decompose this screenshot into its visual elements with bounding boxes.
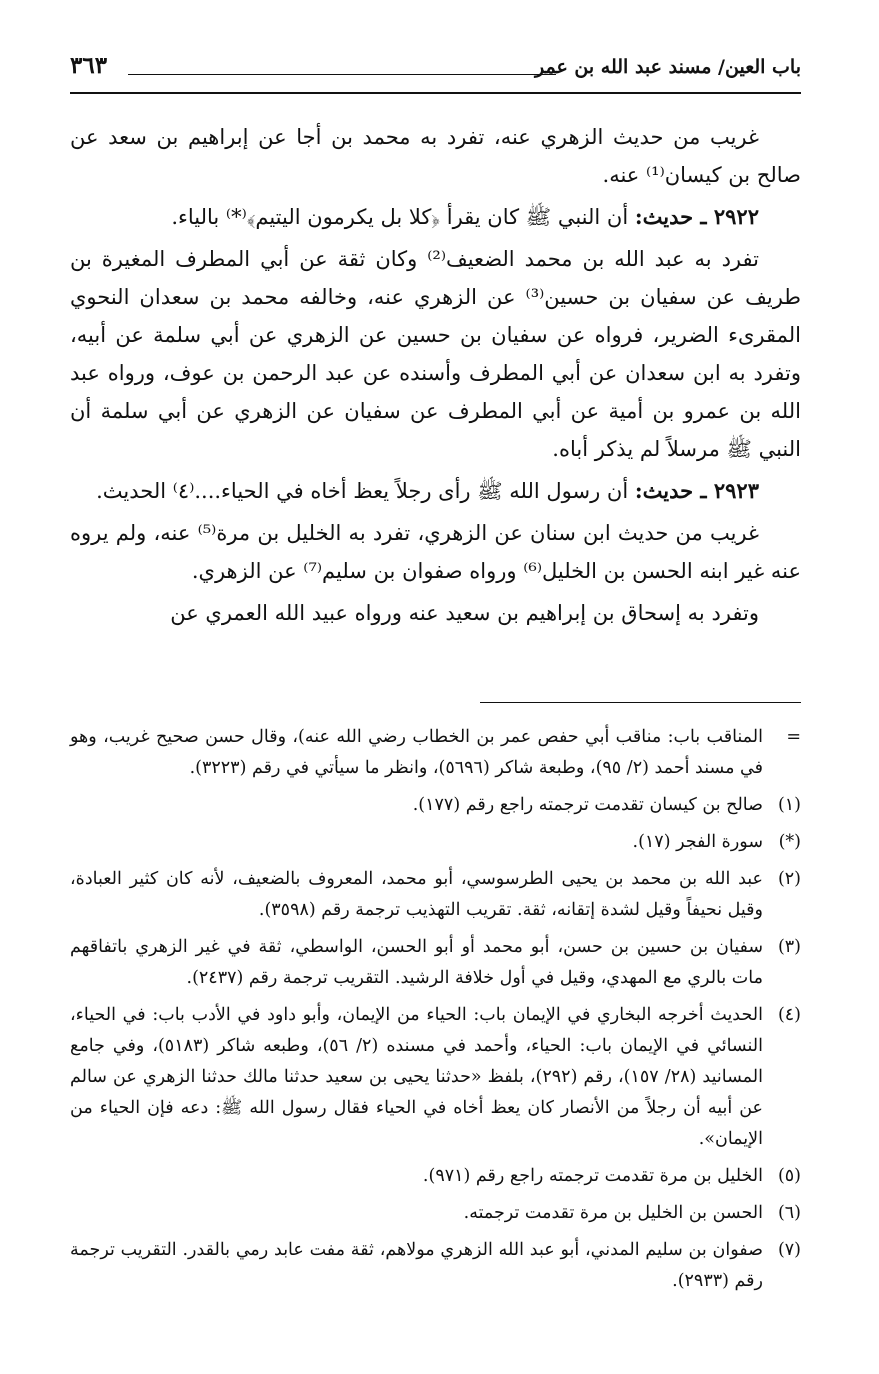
footnotes — [70, 722, 801, 1303]
chapter-title: باب العين/ مسند عبد الله بن عمر — [535, 56, 801, 78]
hadith-entry — [70, 198, 801, 236]
footnote — [70, 1161, 801, 1192]
hadith-text: أن النبي ﷺ كان يقرأ ﴿كلا بل يكرمون اليتيم﴾⁽*⁾ بالياء. — [171, 205, 629, 229]
footnote-marker: (*) — [778, 832, 801, 852]
footnote-text: سفيان بن حسين بن حسن، أبو محمد أو أبو الحسن، الواسطي، ثقة في غير الزهري باتفاقهم مات بالري مع المهدي، وقيل في أول خلافة الرشيد. التقريب ترجمة رقم (٢٤٣٧). — [70, 937, 763, 988]
paragraph: تفرد به عبد الله بن محمد الضعيف⁽²⁾ وكان ثقة عن أبي المطرف المغيرة بن طريف عن سفيان بن حسين⁽³⁾ عن الزهري عنه، وخالفه محمد بن سعدان النحوي المقرىء الضرير، فرواه عن سفيان بن حسين عن الزهري عن أبي سلمة عن أبيه، وتفرد به ابن سعدان عن أبي المطرف وأسنده عن عبد الرحمن بن عوف، ورواه عبد الله بن عمرو بن أمية عن أبي المطرف عن سفيان عن الزهري عن أبي سلمة أن النبي ﷺ مرسلاً لم يذكر أباه. — [70, 247, 801, 461]
footnote-text: الحديث أخرجه البخاري في الإيمان باب: الحياء من الإيمان، وأبو داود في الأدب باب: في الحياء، النسائي في الإيمان باب: الحياء، وأحمد في مسنده (٢/ ٥٦)، وطبعه شاكر (٥١٨٣)، وفي جامع المسانيد (٢٨/ ١٥٧)، رقم (٢٩٢)، بلفظ «حدثنا يحيى بن سعيد حدثنا مالك حدثنا الزهري عن سالم عن أبيه أن رجلاً من الأنصار كان يعظ أخاه في الحياء فقال رسول الله ﷺ: دعه فإن الحياء من الإيمان». — [70, 1005, 763, 1149]
hadith-text: أن رسول الله ﷺ رأى رجلاً يعظ أخاه في الحياء....⁽٤⁾ الحديث. — [96, 479, 629, 503]
footnote — [70, 932, 801, 994]
page-number: ٣٦٣ — [70, 52, 108, 79]
footnote — [70, 1000, 801, 1155]
paragraph: وتفرد به إسحاق بن إبراهيم بن سعيد عنه ورواه عبيد الله العمري عن — [170, 601, 759, 625]
main-text — [70, 118, 801, 636]
footnote-marker: (٤) — [777, 1005, 801, 1025]
running-header — [70, 52, 801, 92]
footnote-text: المناقب باب: مناقب أبي حفص عمر بن الخطاب رضي الله عنه)، وقال حسن صحيح غريب، وهو في مسند أحمد (٢/ ٩٥)، وطبعة شاكر (٥٦٩٦)، وانظر ما سيأتي في رقم (٣٢٢٣). — [70, 727, 763, 778]
footnote-separator — [480, 702, 801, 703]
hadith-entry — [70, 472, 801, 510]
footnote-text: صالح بن كيسان تقدمت ترجمته راجع رقم (١٧٧). — [412, 795, 763, 815]
hadith-number: ٢٩٢٢ ـ حديث: — [634, 204, 759, 229]
footnote-marker: (٥) — [777, 1166, 801, 1186]
footnote-text: عبد الله بن محمد بن يحيى الطرسوسي، أبو محمد، المعروف بالضعيف، لأنه كان كثير العبادة، وقيل نحيفاً وقيل لشدة إتقانه، ثقة. تقريب التهذيب ترجمة رقم (٣٥٩٨). — [70, 869, 763, 920]
footnote-marker: (٣) — [777, 937, 801, 957]
footnote-text: سورة الفجر (١٧). — [632, 832, 763, 852]
footnote-marker: (٢) — [777, 869, 801, 889]
footnote — [70, 790, 801, 821]
footnote-marker: = — [786, 727, 801, 747]
footnote — [70, 722, 801, 784]
footnote — [70, 864, 801, 926]
footnote-marker: (٦) — [777, 1203, 801, 1223]
header-dash-rule — [128, 74, 556, 75]
footnote-text: الحسن بن الخليل بن مرة تقدمت ترجمته. — [463, 1203, 763, 1223]
footnote-marker: (٧) — [777, 1240, 801, 1260]
footnote — [70, 1235, 801, 1297]
footnote-text: صفوان بن سليم المدني، أبو عبد الله الزهري مولاهم، ثقة مفت عابد رمي بالقدر. التقريب ترجمة رقم (٢٩٣٣). — [70, 1240, 763, 1291]
hadith-number: ٢٩٢٣ ـ حديث: — [634, 478, 759, 503]
footnote-text: الخليل بن مرة تقدمت ترجمته راجع رقم (٩٧١). — [422, 1166, 763, 1186]
footnote-marker: (١) — [777, 795, 801, 815]
footnote — [70, 1198, 801, 1229]
paragraph: غريب من حديث ابن سنان عن الزهري، تفرد به الخليل بن مرة⁽⁵⁾ عنه، ولم يروه عنه غير ابنه الحسن بن الخليل⁽⁶⁾ ورواه صفوان بن سليم⁽⁷⁾ عن الزهري. — [70, 521, 801, 583]
paragraph: غريب من حديث الزهري عنه، تفرد به محمد بن أجا عن إبراهيم بن سعد عن صالح بن كيسان⁽¹⁾ عنه. — [70, 125, 801, 187]
footnote — [70, 827, 801, 858]
header-rule — [70, 92, 801, 94]
